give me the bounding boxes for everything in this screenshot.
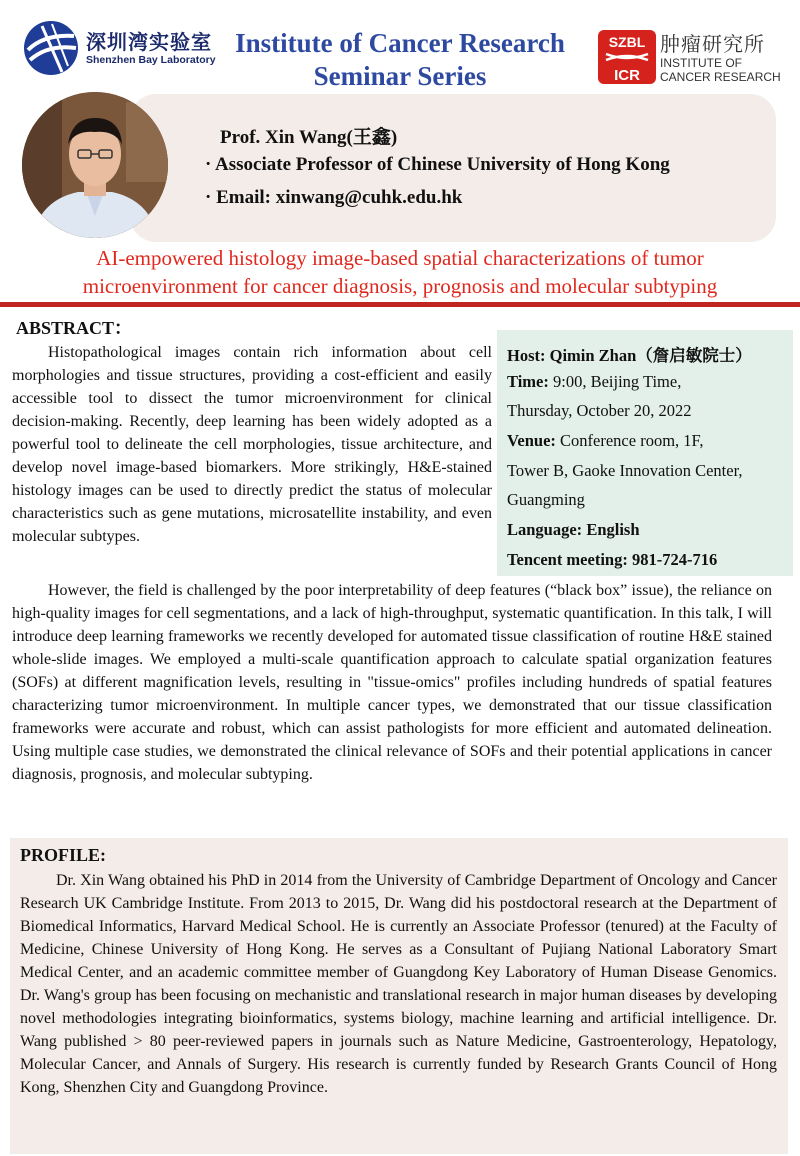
profile-heading: PROFILE:: [20, 845, 107, 865]
meeting-value: 981-724-716: [631, 550, 718, 569]
info-host: [507, 342, 752, 366]
institute-title: Institute of Cancer Research: [235, 28, 565, 58]
icr-english-line1: INSTITUTE OF: [660, 56, 742, 70]
seminar-series-title: Seminar Series: [313, 61, 487, 91]
sbl-logo-chinese: 深圳湾实验室: [86, 30, 212, 54]
venue-label: Venue:: [507, 431, 556, 450]
sbl-logo: [22, 18, 222, 78]
host-label: Host:: [507, 346, 546, 365]
time-value: 9:00, Beijing Time,: [552, 372, 682, 391]
speaker-title: · Associate Professor of Chinese University of Hong Kong: [205, 154, 670, 175]
language-value: English: [586, 520, 640, 539]
info-meeting: [507, 550, 717, 570]
info-venue-line3: Guangming: [507, 490, 585, 509]
abstract-heading: ABSTRACT：: [16, 318, 133, 338]
icr-chinese-name: 肿瘤研究所: [660, 32, 765, 56]
abstract-paragraph-2: However, the field is challenged by the poor interpretability of deep features (“black box” issue), the reliance on high-quality images for cell segmentations, and a lack of high-throughput, systematic quantification. In this talk, I will introduce deep learning frameworks we recently developed for automated tissue classification of routine H&E stained whole-slide images. We employed a multi-scale quantification approach to calculate spatial organization features (SOFs) at different magnification levels, resulting in "tissue-omics" profiles including hundreds of spatial features characterizing tumor microenvironment. In multiple cancer types, we demonstrated that our tissue classification frameworks were accurate and robust, which can assist pathologists for more efficient and automated delineation. Using multiple case studies, we demonstrated the clinical relevance of SOFs and their potential applications in cancer diagnosis, prognosis, and molecular subtyping.: [12, 582, 772, 783]
abstract-paragraph-1: Histopathological images contain rich information about cell morphologies and tissue structures, providing a cost-efficient and easily accessible tool to dissect the tumor microenvironment for clinical decision-making. Recently, deep learning has been widely adopted as a powerful tool to delineate the cell morphologies, tissue architecture, and develop novel image-based biomarkers. More strikingly, H&E-stained histology images can be used to directly predict the status of molecular characteristics such as gene mutations, microsatellite instability, and even molecular subtypes.: [12, 344, 492, 545]
section-divider: [0, 302, 800, 307]
language-label: Language:: [507, 520, 583, 539]
meeting-label: Tencent meeting:: [507, 550, 628, 569]
icr-logo-icon: [598, 30, 658, 84]
icr-badge-top: SZBL: [608, 34, 646, 50]
info-date: Thursday, October 20, 2022: [507, 401, 692, 420]
talk-title: [20, 244, 780, 300]
speaker-email: · Email: xinwang@cuhk.edu.hk: [205, 187, 463, 208]
info-time: [507, 372, 681, 392]
venue-value: Conference room, 1F,: [560, 431, 704, 450]
sbl-logo-english: Shenzhen Bay Laboratory: [86, 54, 216, 66]
speaker-photo: [22, 92, 168, 238]
info-language: [507, 520, 640, 540]
sbl-logo-icon: [22, 20, 80, 76]
info-venue-line2: Tower B, Gaoke Innovation Center,: [507, 461, 743, 480]
speaker-portrait-icon: [22, 92, 168, 238]
talk-title-line2: microenvironment for cancer diagnosis, prognosis and molecular subtyping: [82, 274, 718, 298]
profile-text: Dr. Xin Wang obtained his PhD in 2014 from the University of Cambridge Department of Oncology and Cancer Research UK Cambridge Institute. From 2013 to 2015, Dr. Wang did his postdoctoral research at the Department of Biomedical Informatics, Harvard Medical School. He is currently an Associate Professor (tenured) at the Faculty of Medicine, Chinese University of Hong Kong. He serves as a Consultant of Pujiang National Laboratory Smart Medical Center, and an academic committee member of Guangdong Key Laboratory of Human Disease Genomics. Dr. Wang's group has been focusing on mechanistic and translational research in major human diseases by developing novel methodologies integrating bioinformatics, systems biology, machine learning and artificial intelligence. Dr. Wang published > 80 peer-reviewed papers in journals such as Nature Medicine, Gastroenterology, Hepatology, Molecular Cancer, and Annals of Surgery. His research is currently funded by Research Grants Council of Hong Kong, Shenzhen City and Guangdong Province.: [20, 872, 777, 1096]
host-value: Qimin Zhan（詹启敏院士）: [549, 346, 752, 365]
info-venue: [507, 431, 704, 451]
icr-english-line2: CANCER RESEARCH: [660, 70, 781, 84]
time-label: Time:: [507, 372, 549, 391]
speaker-name: Prof. Xin Wang(王鑫): [220, 127, 398, 148]
icr-badge-bottom: ICR: [614, 67, 640, 84]
talk-title-line1: AI-empowered histology image-based spatial characterizations of tumor: [96, 246, 704, 270]
